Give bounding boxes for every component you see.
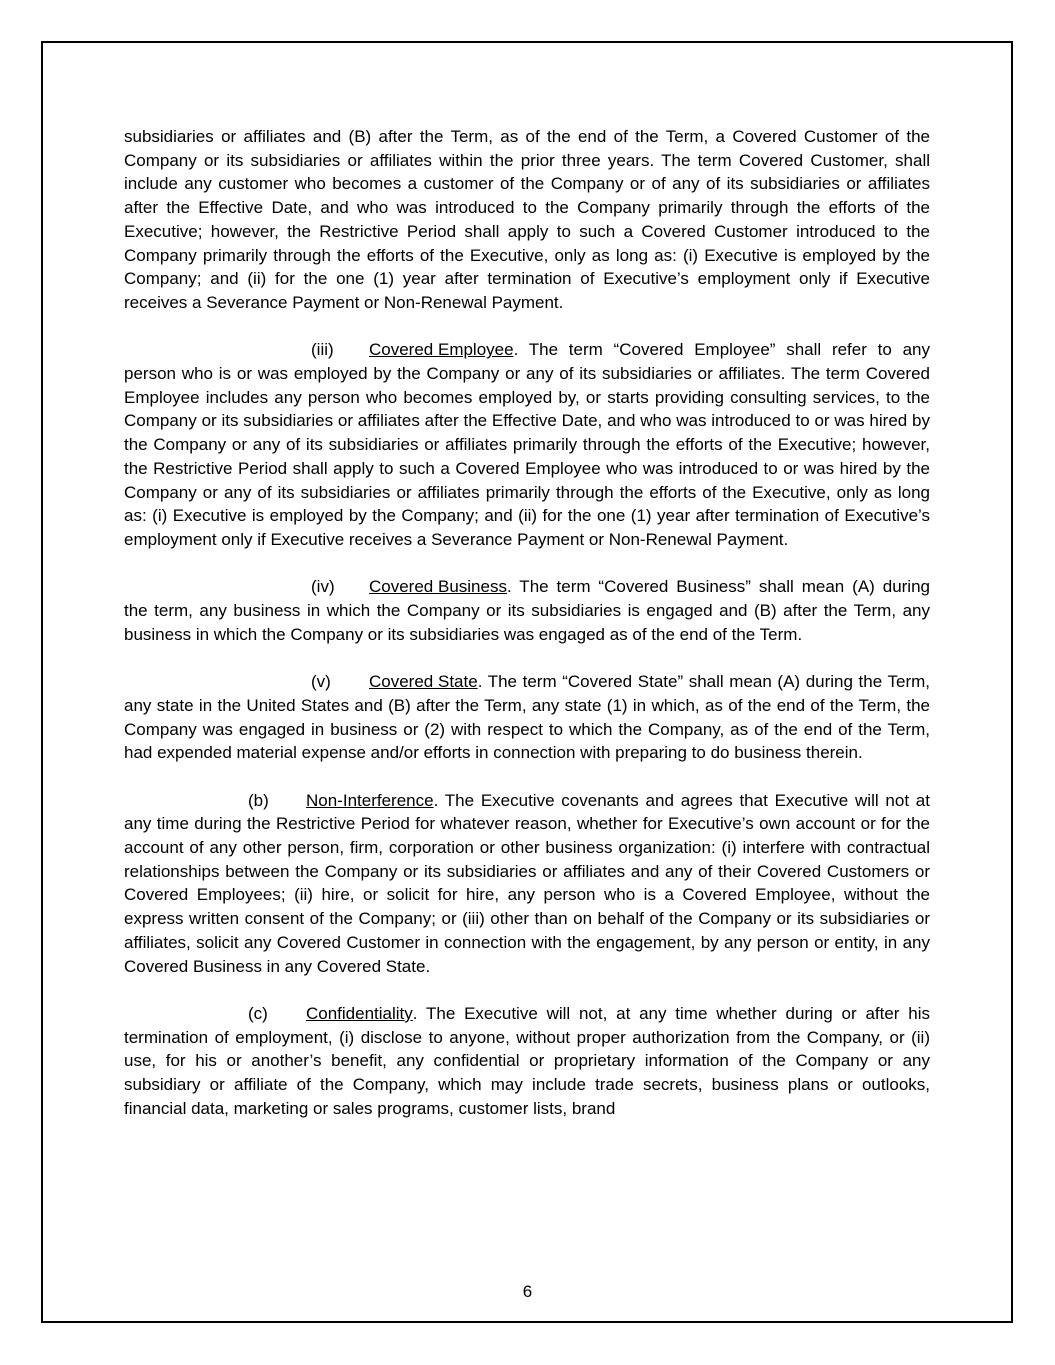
- section-heading: Covered Employee: [369, 340, 514, 360]
- section-label: (v): [311, 672, 331, 692]
- section-heading: Confidentiality: [306, 1003, 413, 1023]
- section-heading: Covered Business: [369, 577, 507, 597]
- paragraph-continuation: subsidiaries or affiliates and (B) after the Term, as of the end of the Term, a Covered Customer of the Company or its subsidiaries or affiliates within the prior three years. The term Covered Customer, shall include any customer who becomes a customer of the Company or of any of its subsidiaries or affiliates after the Effective Date, and who was introduced to the Company primarily through the efforts of the Executive; however, the Restrictive Period shall apply to such a Covered Customer introduced to the Company primarily through the efforts of the Executive, only as long as: (i) Executive is employed by the Company; and (ii) for the one (1) year after termination of Executive’s employment only if Executive receives a Severance Payment or Non-Renewal Payment.: [124, 127, 930, 312]
- section-text: . The term “Covered Business” shall mean (A) during the term, any business in which the Company or its subsidiaries is engaged and (B) after the Term, any business in which the Company or its subsidiaries was engaged as of the end of the Term.: [124, 577, 930, 644]
- paragraph-covered-employee: [124, 338, 930, 551]
- document-body: [124, 125, 930, 1144]
- section-text: . The term “Covered Employee” shall refer to any person who is or was employed by the Company or any of its subsidiaries or affiliates. The term Covered Employee includes any person who becomes employed by, or starts providing consulting services, to the Company or its subsidiaries or affiliates after the Effective Date, and who was introduced to or was hired by the Company or any of its subsidiaries or affiliates primarily through the efforts of the Executive; however, the Restrictive Period shall apply to such a Covered Employee who was introduced to or was hired by the Company or any of its subsidiaries or affiliates primarily through the efforts of the Executive, only as long as: (i) Executive is employed by the Company; and (ii) for the one (1) year after termination of Executive’s employment only if Executive receives a Severance Payment or Non-Renewal Payment.: [124, 340, 930, 549]
- section-heading: Non-Interference: [306, 790, 434, 810]
- section-label: (c): [248, 1003, 268, 1023]
- section-text: . The Executive covenants and agrees that Executive will not at any time during the Restrictive Period for whatever reason, whether for Executive’s own account or for the account of any other person, firm, corporation or other business organization: (i) interfere with contractual relationships between the Company or its subsidiaries or affiliates and any of their Covered Customers or Covered Employees; (ii) hire, or solicit for hire, any person who is a Covered Employee, without the express written consent of the Company; or (iii) other than on behalf of the Company or its subsidiaries or affiliates, solicit any Covered Customer in connection with the engagement, by any person or entity, in any Covered Business in any Covered State.: [124, 790, 930, 976]
- paragraph-covered-state: [124, 670, 930, 765]
- section-label: (iv): [311, 577, 335, 597]
- section-label: (iii): [311, 340, 334, 360]
- section-label: (b): [248, 790, 269, 810]
- paragraph-non-interference: [124, 789, 930, 979]
- paragraph-confidentiality: [124, 1002, 930, 1121]
- section-text: . The Executive will not, at any time whether during or after his termination of employment, (i) disclose to anyone, without proper authorization from the Company, or (ii) use, for his or another’s benefit, any confidential or proprietary information of the Company or any subsidiary or affiliate of the Company, which may include trade secrets, business plans or outlooks, financial data, marketing or sales programs, customer lists, brand: [124, 1003, 930, 1118]
- page-number: 6: [522, 1282, 533, 1301]
- paragraph-covered-business: [124, 575, 930, 646]
- section-text: . The term “Covered State” shall mean (A) during the Term, any state in the United States and (B) after the Term, any state (1) in which, as of the end of the Term, the Company was engaged in business or (2) with respect to which the Company, as of the end of the Term, had expended material expense and/or efforts in connection with preparing to do business therein.: [124, 672, 930, 763]
- section-heading: Covered State: [369, 672, 478, 692]
